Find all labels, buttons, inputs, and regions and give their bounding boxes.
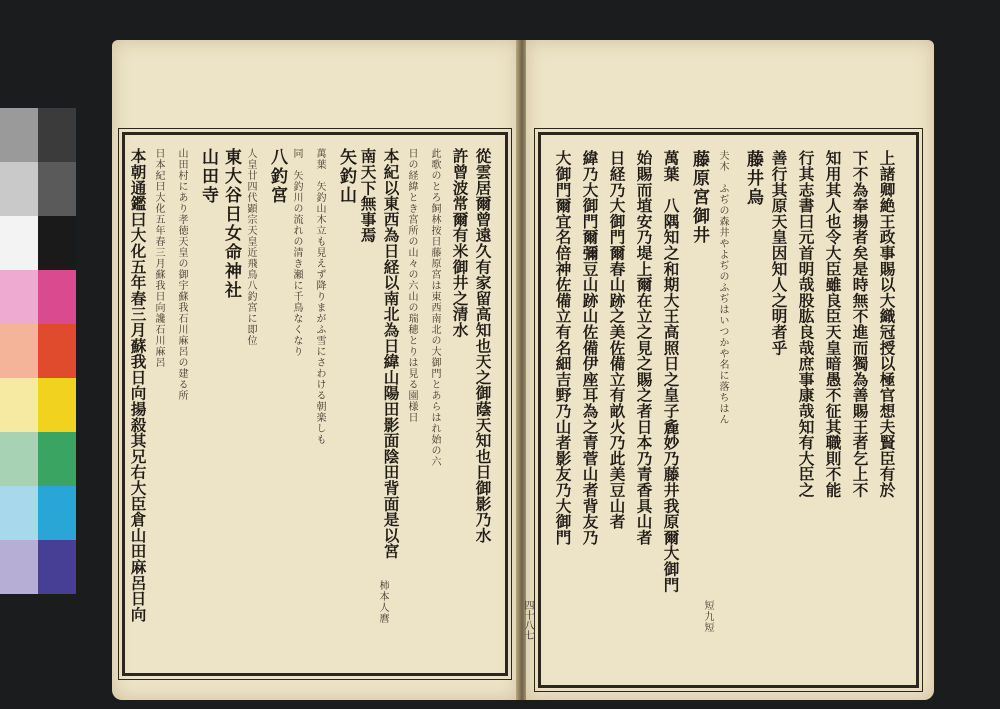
left-text-column: 從雲居爾曾遠久有家留高知也天之御蔭天知也日御影乃水 — [473, 148, 493, 543]
left-text-column: 日の経緯とき宮所の山々の六山の瑞穂とりは見る園様日 — [406, 148, 417, 423]
color-swatch — [38, 270, 76, 324]
color-swatch — [0, 270, 38, 324]
right-text-column: 萬葉 八隅知之和期大王高照日之皇子麁妙乃藤井我原爾大御門 — [661, 150, 681, 593]
left-text-column: 同 矢釣川の流れの清き瀬に千鳥なくなり — [291, 148, 302, 357]
right-text-column: 藤原宮御井 — [689, 150, 709, 245]
right-side-note: 短九短 — [702, 600, 713, 633]
color-swatch — [38, 108, 76, 162]
right-page — [526, 40, 934, 700]
right-text-column: 上諸卿絶王政事賜以大織冠授以極官想夫賢臣有於 — [877, 150, 897, 498]
color-swatch — [38, 486, 76, 540]
left-text-column: 許曾波常爾有米御井之清水 — [450, 148, 470, 338]
right-text-column: 下不為奉揚者矣是時無不進而獨為善賜王者乞上不 — [850, 150, 870, 498]
color-swatch — [0, 324, 38, 378]
color-swatch — [0, 486, 38, 540]
color-swatch — [0, 540, 38, 594]
left-text-column: 八釣宮 — [267, 148, 287, 205]
color-swatch — [0, 216, 38, 270]
right-text-column: 行其志書曰元首明哉股肱良哉庶事康哉知有大臣之 — [796, 150, 816, 498]
page-number: 四十八七 — [522, 600, 533, 640]
color-swatch — [0, 432, 38, 486]
left-text-column: 山田村にあり孝徳天皇の御宇蘇我石川麻呂の建る所 — [176, 148, 187, 401]
color-swatch — [38, 162, 76, 216]
left-text-column: 此歌のとろ飼林按日藤原宮は東西南北の大御門とあらはれ始の六 — [429, 148, 440, 467]
left-footnote: 柿本人麿 — [377, 580, 388, 624]
left-text-column: 本紀以東西為日経以南北為日緯山陽田影面陰田背面是以宮 — [381, 148, 401, 559]
left-text-column: 本朝通鑑曰大化五年春三月蘇我日向揚殺其兄右大臣倉山田麻呂日向 — [128, 148, 148, 622]
left-text-column: 萬葉 矢釣山木立も見えず降りまがふ雪にさわける朝楽しも — [314, 148, 325, 445]
color-swatch — [38, 378, 76, 432]
right-text-column: 善行其原天皇因知人之明者乎 — [769, 150, 789, 356]
right-text-column: 夫木 ふぢの森井やよぢのふぢはいつかや名に落ちはん — [717, 150, 728, 425]
color-swatch — [38, 216, 76, 270]
left-text-column: 矢釣山 — [336, 148, 356, 205]
left-text-column: 東大谷日女命神社 — [221, 148, 241, 300]
right-text-column: 日経乃大御門爾春山跡之美佐備立有畝火乃此美豆山者 — [607, 150, 627, 530]
right-text-column: 始賜而埴安乃堤上爾在立之見之賜之者日本乃青香具山者 — [634, 150, 654, 545]
open-book — [112, 40, 934, 700]
color-swatch — [0, 378, 38, 432]
color-swatch — [38, 540, 76, 594]
right-text-column: 緯乃大御門爾彌豆山跡山佐備伊座耳為之青菅山者背友乃 — [580, 150, 600, 545]
color-swatch — [38, 432, 76, 486]
left-page — [112, 40, 518, 700]
right-text-column: 大御門爾宜名倍神佐備立有名細吉野乃山者影友乃大御門 — [553, 150, 573, 545]
left-text-column: 日本紀曰大化五年春三月蘇我日向讒石川麻呂 — [153, 148, 164, 368]
left-text-column: 南天下無事焉 — [358, 148, 378, 243]
right-text-column: 知用其人也令大臣雖良臣天皇暗愚不征其職則不能 — [823, 150, 843, 498]
color-swatch — [0, 162, 38, 216]
color-swatch — [0, 108, 38, 162]
right-text-column: 藤井烏 — [743, 150, 763, 207]
left-text-column: 人皇廿四代顕宗天皇近飛鳥八釣宮に即位 — [245, 148, 256, 346]
left-text-column: 山田寺 — [198, 148, 218, 205]
color-swatch — [38, 324, 76, 378]
